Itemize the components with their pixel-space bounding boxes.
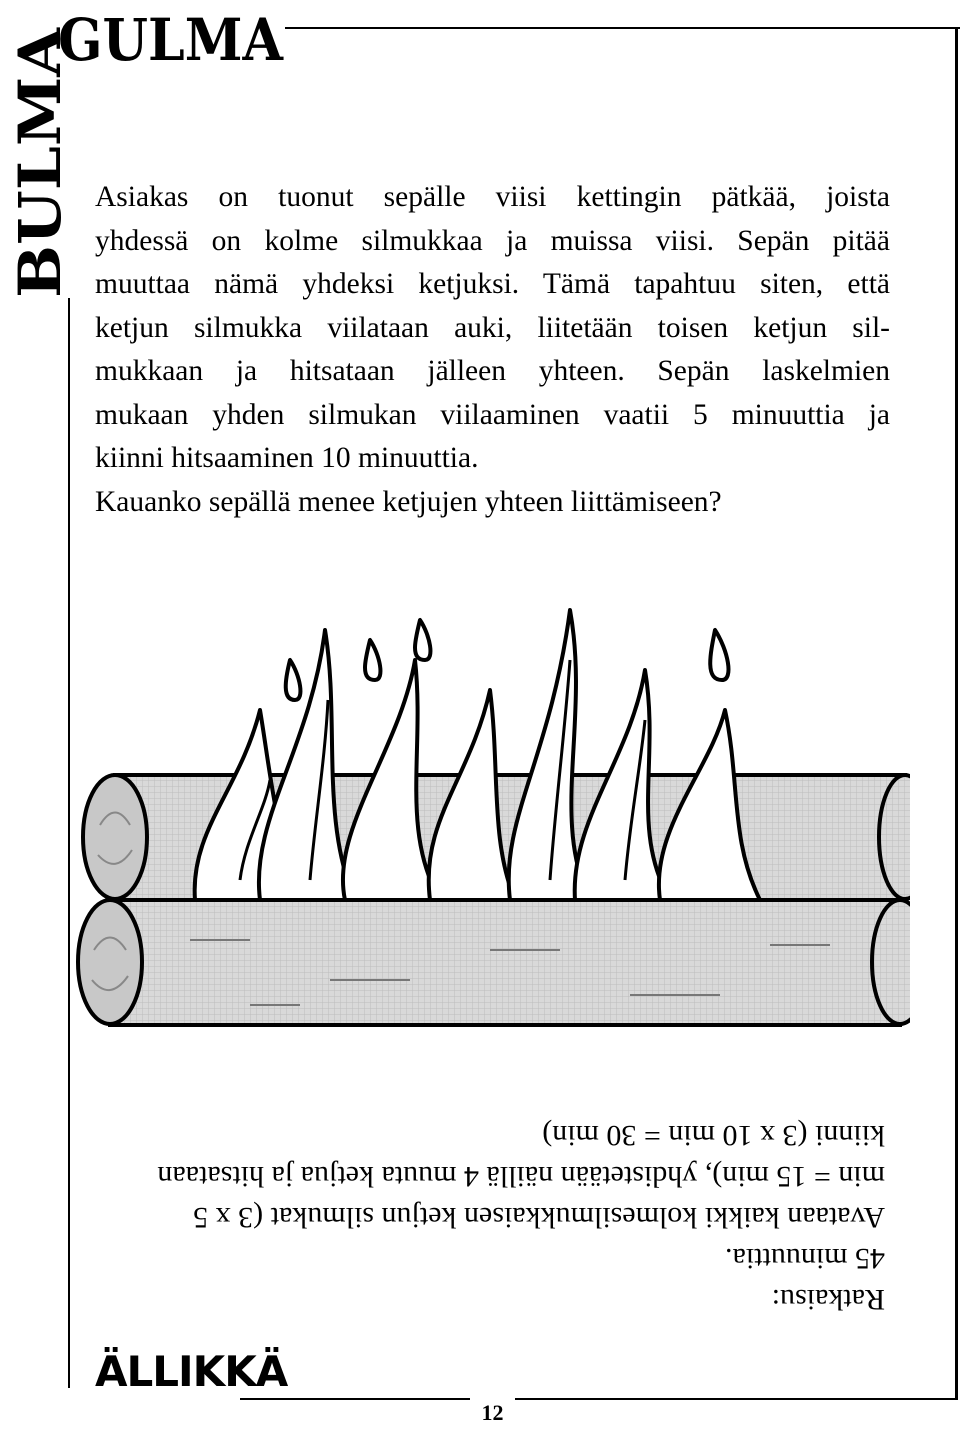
puzzle-line: kiinni hitsaaminen 10 minuuttia. <box>95 442 479 474</box>
solution-line: 45 minuuttia. <box>725 1242 885 1275</box>
front-log <box>78 900 910 1025</box>
frame-bottom-line-left <box>240 1398 470 1400</box>
solution-line: kiinni (3 x 10 min = 30 min) <box>542 1119 885 1152</box>
title-horizontal: GULMA <box>58 6 284 74</box>
solution-line: min = 15 min), yhdistetään näillä 4 muuta ketjua ja hitsataan <box>157 1160 885 1193</box>
allikka-logo: ÄLLIKKÄ <box>95 1347 288 1396</box>
solution-text <box>110 1115 885 1320</box>
frame-top-line <box>285 27 960 29</box>
solution-line: Avataan kaikki kolmesilmukkaisen ketjun silmukat (3 x 5 <box>193 1201 885 1234</box>
flames <box>195 610 760 900</box>
frame-right-line <box>955 27 958 1399</box>
puzzle-line: mukaan yhden silmukan viilaaminen vaatii 5 minuuttia ja <box>95 398 890 431</box>
campfire-illustration <box>70 600 910 1040</box>
solution-heading: Ratkaisu: <box>771 1283 885 1316</box>
puzzle-line: yhdessä on kolme silmukkaa ja muissa viisi. Sepän pitää <box>95 224 890 257</box>
puzzle-text <box>95 176 890 524</box>
puzzle-line: mukkaan ja hitsataan jälleen yhteen. Sepän laskelmien <box>95 355 890 387</box>
puzzle-question: Kauanko sepällä menee ketjujen yhteen liittämiseen? <box>95 485 722 518</box>
puzzle-line: muuttaa nämä yhdeksi ketjuksi. Tämä tapahtuu siten, että <box>95 268 890 300</box>
frame-bottom-line-right <box>515 1398 958 1400</box>
page-number: 12 <box>481 1400 504 1425</box>
puzzle-line: Asiakas on tuonut sepälle viisi kettingin pätkää, joista <box>95 181 890 213</box>
puzzle-line: ketjun silmukka viilataan auki, liitetään toisen ketjun sil- <box>95 311 890 344</box>
title-vertical: BULMA <box>6 48 74 298</box>
